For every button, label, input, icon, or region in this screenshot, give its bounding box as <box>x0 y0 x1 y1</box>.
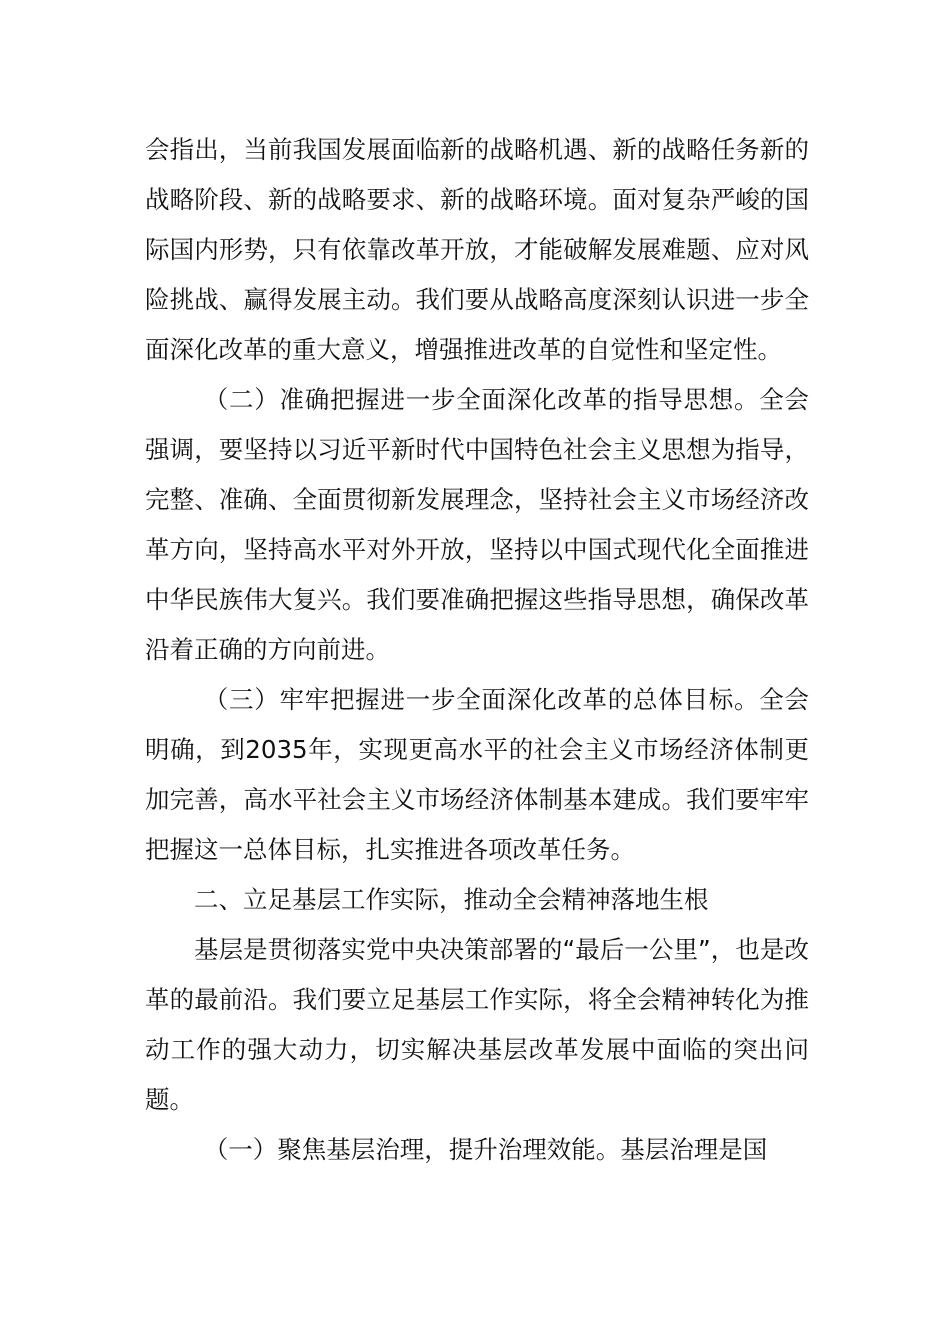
paragraph-grassroots-governance: （一）聚焦基层治理，提升治理效能。基层治理是国 <box>203 1135 768 1164</box>
section-heading-grassroots: 二、立足基层工作实际，推动全会精神落地生根 <box>194 885 709 914</box>
paragraph-guiding-thought: （二）准确把握进一步全面深化改革的指导思想。全会强调，要坚持以习近平新时代中国特色社会主义思想为指导，完整、准确、全面贯彻新发展理念，坚持社会主义市场经济改革方向，坚持高水平对外开放，坚持以中国式现代化全面推进中华民族伟大复兴。我们要准确把握这些指导思想，确保改革沿着正确的方向前进。 <box>145 385 809 664</box>
paragraph-significance-continued: 会指出，当前我国发展面临新的战略机遇、新的战略任务新的战略阶段、新的战略要求、新的战略环境。面对复杂严峻的国际国内形势，只有依靠改革开放，才能破解发展难题、应对风险挑战、赢得发展主动。我们要从战略高度深刻认识进一步全面深化改革的重大意义，增强推进改革的自觉性和坚定性。 <box>145 135 809 364</box>
paragraph-overall-goal: （三）牢牢把握进一步全面深化改革的总体目标。全会明确，到2035年，实现更高水平的社会主义市场经济体制更加完善，高水平社会主义市场经济体制基本建成。我们要牢牢把握这一总体目标，扎实推进各项改革任务。 <box>145 685 809 864</box>
paragraph-grassroots-intro: 基层是贯彻落实党中央决策部署的“最后一公里”，也是改革的最前沿。我们要立足基层工作实际，将全会精神转化为推动工作的强大动力，切实解决基层改革发展中面临的突出问题。 <box>145 935 809 1114</box>
document-body <box>145 125 809 1175</box>
